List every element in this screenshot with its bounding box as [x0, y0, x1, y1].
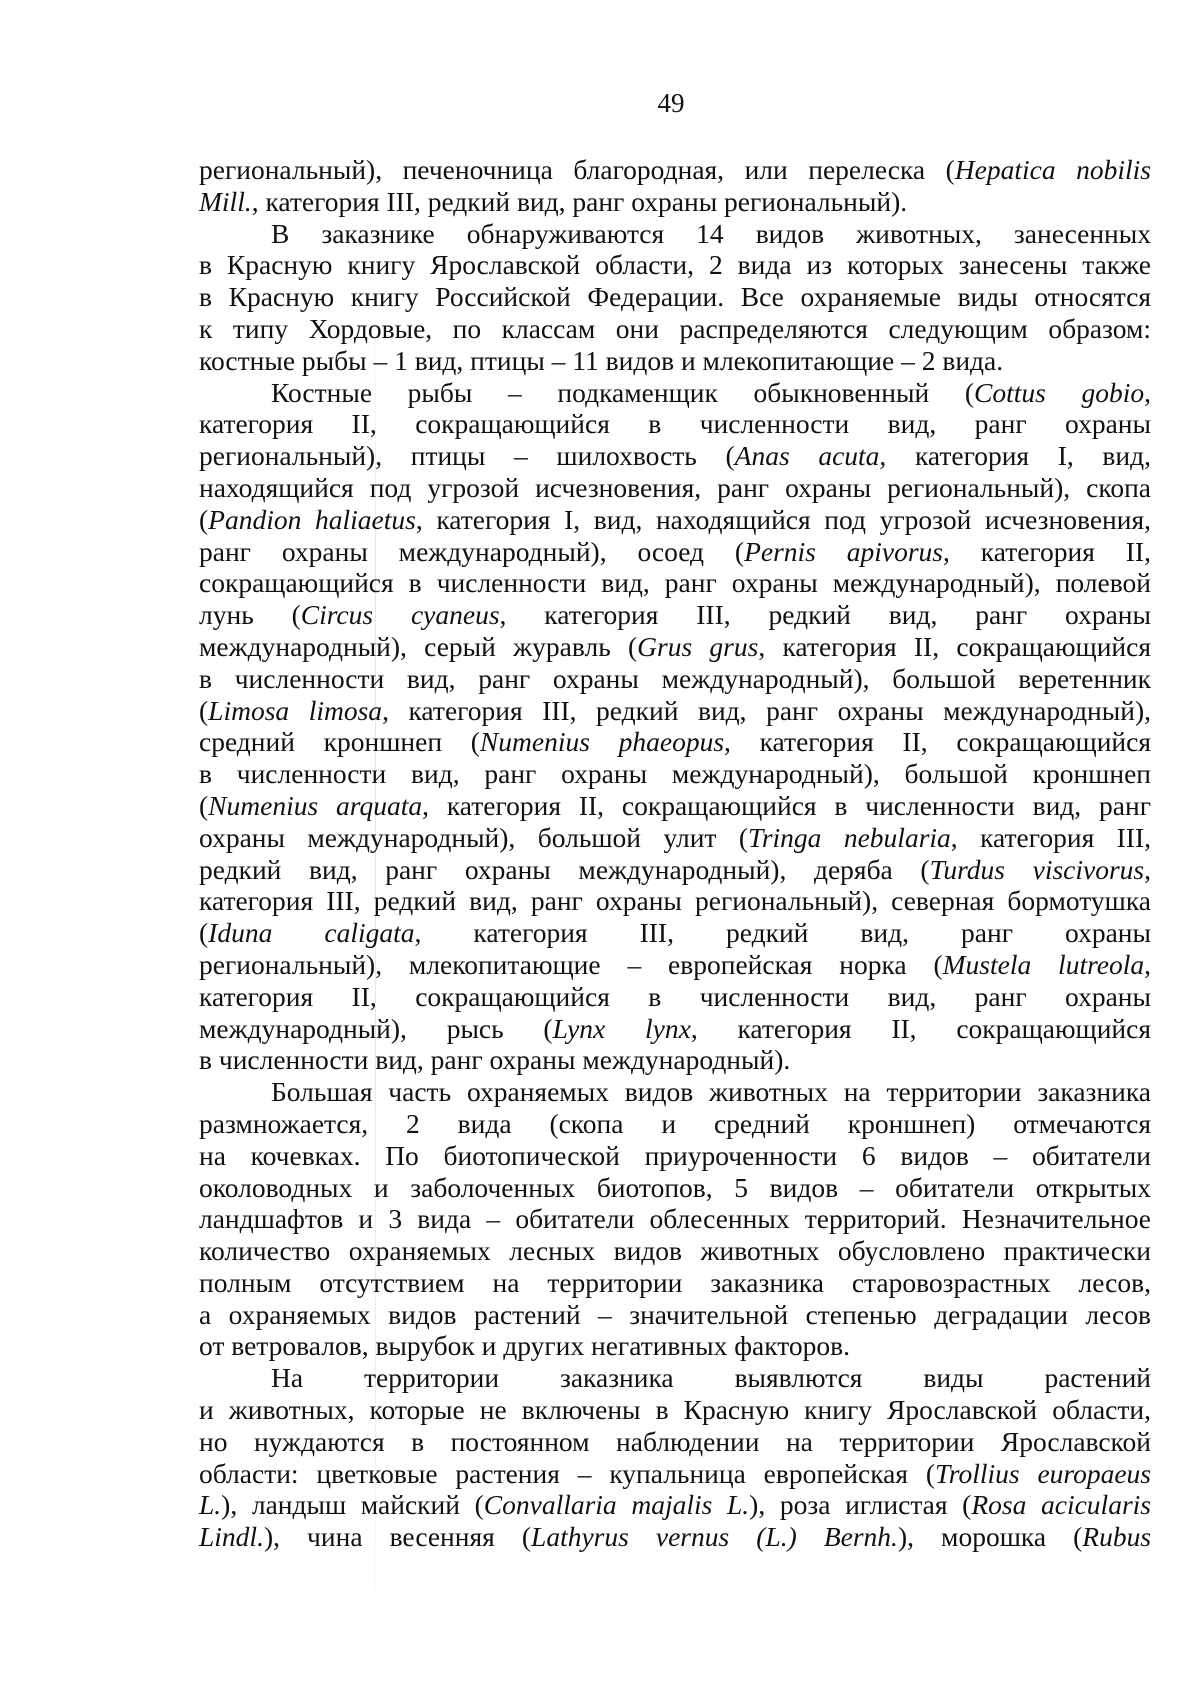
- text-segment: категория III, редкий вид, ранг охраны региональный), северная бормотушка: [199, 885, 1151, 917]
- text-line: [199, 599, 1151, 631]
- text-segment: на кочевках. По биотопической приуроченности 6 видов – обитатели: [199, 1139, 1151, 1171]
- text-segment: , категория II, сокращающийся: [758, 630, 1151, 662]
- text-segment: категория II, сокращающийся в численности вид, ранг охраны: [199, 408, 1151, 440]
- text-segment: На территории заказника выявлются виды растений: [271, 1362, 1151, 1394]
- latin-name: Numenius phaeopus: [479, 726, 725, 758]
- text-line: [199, 1044, 1151, 1076]
- text-line: [199, 186, 1151, 218]
- latin-name: Turdus viscivorus: [929, 853, 1145, 885]
- latin-name: Mill.: [199, 185, 252, 217]
- text-line: [199, 313, 1151, 345]
- text-line: [199, 536, 1151, 568]
- text-segment: , категория II, сокращающийся: [724, 726, 1151, 758]
- text-segment: к типу Хордовые, по классам они распределяются следующим образом:: [199, 312, 1151, 344]
- text-line: [199, 345, 1151, 377]
- text-segment: в численности вид, ранг охраны международный), большой веретенник: [199, 662, 1151, 694]
- text-segment: региональный), птицы – шилохвость (: [199, 440, 735, 472]
- latin-name: Grus grus: [637, 630, 759, 662]
- text-segment: редкий вид, ранг охраны международный), деряба (: [199, 853, 930, 885]
- text-line: [199, 1108, 1151, 1140]
- latin-name: Numenius arquata: [208, 789, 423, 821]
- text-segment: размножается, 2 вида (скопа и средний кроншнеп) отмечаются: [199, 1107, 1151, 1139]
- text-line: [199, 631, 1151, 663]
- text-line: [199, 1140, 1151, 1172]
- text-segment: но нуждаются в постоянном наблюдении на территории Ярославской: [199, 1425, 1151, 1457]
- text-line: [199, 790, 1151, 822]
- text-line: [199, 1299, 1151, 1331]
- latin-name: Cottus gobio: [974, 376, 1145, 408]
- text-line: [199, 1330, 1151, 1362]
- text-line: [199, 567, 1151, 599]
- text-line: [199, 1426, 1151, 1458]
- text-line: [199, 377, 1151, 409]
- text-segment: ,: [1144, 853, 1151, 885]
- text-segment: , категория I, вид, находящийся под угрозой исчезновения,: [415, 503, 1151, 535]
- latin-name: Convallaria majalis L.: [483, 1489, 750, 1521]
- text-segment: , категория II,: [943, 535, 1151, 567]
- text-segment: региональный), млекопитающие – европейская норка (: [199, 948, 943, 980]
- text-segment: околоводных и заболоченных биотопов, 5 видов – обитатели открытых: [199, 1171, 1151, 1203]
- text-segment: , категория III, редкий вид, ранг охраны: [499, 599, 1151, 631]
- text-segment: , категория III, редкий вид, ранг охраны международный),: [382, 694, 1152, 726]
- latin-name: Limosa limosa: [208, 694, 383, 726]
- text-segment: области: цветковые растения – купальница европейская (: [199, 1457, 936, 1489]
- latin-name: L.: [199, 1489, 222, 1521]
- text-segment: ранг охраны международный), осоед (: [199, 535, 745, 567]
- text-segment: лунь (: [199, 599, 301, 631]
- text-segment: ), роза иглистая (: [749, 1489, 972, 1521]
- latin-name: Circus cyaneus: [300, 599, 500, 631]
- text-line: [199, 154, 1151, 186]
- text-segment: международный), серый журавль (: [199, 630, 638, 662]
- text-line: [199, 1489, 1151, 1521]
- text-line: [199, 408, 1151, 440]
- text-segment: категория II, сокращающийся в численности вид, ранг охраны: [199, 980, 1151, 1012]
- text-segment: (: [199, 503, 209, 535]
- text-segment: , категория III, редкий вид, ранг охраны: [414, 917, 1151, 949]
- text-line: [199, 1362, 1151, 1394]
- text-line: [199, 1203, 1151, 1235]
- text-segment: Костные рыбы – подкаменщик обыкновенный (: [271, 376, 974, 408]
- text-segment: международный), рысь (: [199, 1012, 553, 1044]
- latin-name: Lathyrus vernus (L.) Bernh.: [531, 1521, 898, 1553]
- latin-name: Lindl.: [199, 1521, 264, 1553]
- text-segment: и животных, которые не включены в Красную книгу Ярославской области,: [199, 1394, 1151, 1426]
- text-line: [199, 1172, 1151, 1204]
- text-line: [199, 504, 1151, 536]
- text-segment: , категория II, сокращающийся: [690, 1012, 1151, 1044]
- text-line: [199, 249, 1151, 281]
- text-segment: количество охраняемых лесных видов животных обусловлено практически: [199, 1235, 1151, 1267]
- latin-name: Iduna caligata: [208, 917, 415, 949]
- text-segment: , категория I, вид,: [879, 440, 1151, 472]
- text-line: [199, 218, 1151, 250]
- text-line: [199, 949, 1151, 981]
- text-line: [199, 695, 1151, 727]
- latin-name: Anas acuta: [734, 440, 880, 472]
- text-segment: а охраняемых видов растений – значительной степенью деградации лесов: [199, 1298, 1151, 1330]
- text-segment: региональный), печеночница благородная, или перелеска (: [199, 154, 955, 185]
- text-line: [199, 822, 1151, 854]
- text-segment: ландшафтов и 3 вида – обитатели облесенных территорий. Незначительное: [199, 1203, 1151, 1235]
- latin-name: Mustela lutreola: [942, 948, 1145, 980]
- latin-name: Pandion haliaetus: [208, 503, 416, 535]
- text-segment: ,: [1144, 948, 1151, 980]
- text-segment: в численности вид, ранг охраны международный).: [199, 1044, 791, 1076]
- latin-name: Pernis apivorus: [744, 535, 944, 567]
- latin-name: Tringa nebularia: [748, 821, 951, 853]
- latin-name: Lynx lynx: [552, 1012, 691, 1044]
- text-line: [199, 1521, 1151, 1553]
- text-segment: (: [199, 789, 209, 821]
- text-segment: от ветровалов, вырубок и других негативных факторов.: [199, 1330, 851, 1362]
- text-line: [199, 281, 1151, 313]
- text-segment: , категория II, сокращающийся в численности вид, ранг: [422, 789, 1151, 821]
- text-segment: В заказнике обнаруживаются 14 видов животных, занесенных: [271, 217, 1151, 249]
- text-line: [199, 1394, 1151, 1426]
- text-segment: Большая часть охраняемых видов животных на территории заказника: [271, 1076, 1151, 1108]
- text-segment: (: [199, 694, 209, 726]
- text-segment: ,: [1144, 376, 1151, 408]
- text-segment: в Красную книгу Российской Федерации. Все охраняемые виды относятся: [199, 281, 1151, 313]
- latin-name: Rubus: [1082, 1521, 1152, 1553]
- text-segment: ), чина весенняя (: [263, 1521, 532, 1553]
- text-segment: ), ландыш майский (: [221, 1489, 484, 1521]
- text-line: [199, 1458, 1151, 1490]
- text-line: [199, 917, 1151, 949]
- text-segment: полным отсутствием на территории заказника старовозрастных лесов,: [199, 1266, 1151, 1298]
- page-number: 49: [657, 88, 685, 118]
- text-line: [199, 885, 1151, 917]
- latin-name: Rosa acicularis: [971, 1489, 1151, 1521]
- text-segment: (: [199, 917, 209, 949]
- text-segment: ), морошка (: [897, 1521, 1083, 1553]
- body-text: [199, 154, 1151, 1553]
- text-line: [199, 1013, 1151, 1045]
- text-line: [199, 1267, 1151, 1299]
- text-line: [199, 758, 1151, 790]
- text-segment: в Красную книгу Ярославской области, 2 вида из которых занесены также: [199, 249, 1151, 281]
- text-line: [199, 663, 1151, 695]
- text-line: [199, 472, 1151, 504]
- text-line: [199, 854, 1151, 886]
- latin-name: Trollius europaeus: [935, 1457, 1151, 1489]
- text-line: [199, 1076, 1151, 1108]
- text-segment: охраны международный), большой улит (: [199, 821, 749, 853]
- text-segment: находящийся под угрозой исчезновения, ранг охраны региональный), скопа: [199, 471, 1151, 503]
- text-segment: в численности вид, ранг охраны международный), большой кроншнеп: [199, 758, 1151, 790]
- text-segment: сокращающийся в численности вид, ранг охраны международный), полевой: [199, 567, 1151, 599]
- latin-name: Hepatica nobilis: [954, 154, 1151, 185]
- text-line: [199, 1235, 1151, 1267]
- text-segment: , категория III, редкий вид, ранг охраны региональный).: [251, 185, 908, 217]
- text-segment: средний кроншнеп (: [199, 726, 480, 758]
- text-line: [199, 726, 1151, 758]
- text-segment: , категория III,: [950, 821, 1151, 853]
- text-line: [199, 440, 1151, 472]
- text-segment: костные рыбы – 1 вид, птицы – 11 видов и млекопитающие – 2 вида.: [199, 344, 1004, 376]
- text-line: [199, 981, 1151, 1013]
